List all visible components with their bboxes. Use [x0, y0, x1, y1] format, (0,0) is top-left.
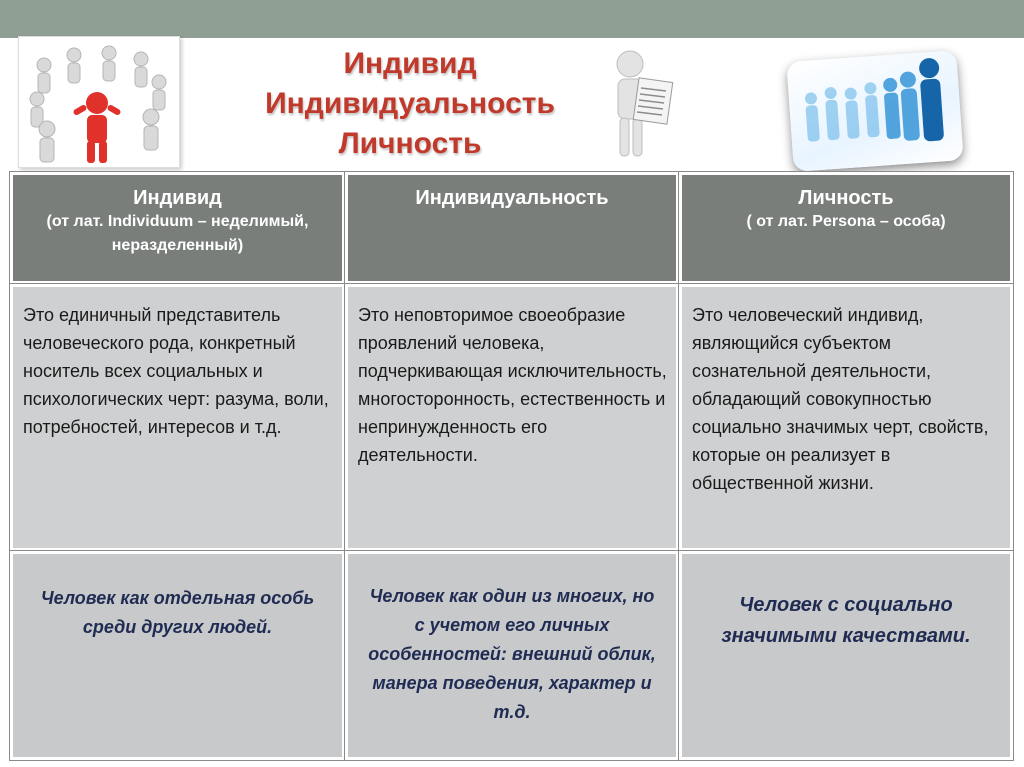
title-line-2: Индивидуальность	[265, 87, 555, 120]
header-lichnost	[679, 172, 1013, 284]
person-reading-newspaper-illustration	[600, 44, 680, 164]
header-title: Индивид	[133, 187, 222, 209]
header-individualnost	[345, 172, 679, 284]
slide-title	[220, 44, 600, 164]
people-circle-illustration	[18, 36, 180, 168]
summary-individualnost: Человек как один из многих, но с учетом его личных особенностей: внешний облик, манера поведения, характер и т.д.	[345, 551, 679, 760]
definition-individualnost: Это неповторимое своеобразие проявлений человека, подчеркивающая исключительность, многосторонность, естественность и непринужденность его деятельности.	[345, 284, 679, 551]
header-subtitle: (от лат. Individuum – неделимый, неразделенный)	[46, 213, 309, 254]
header-subtitle: ( от лат. Persona – особа)	[746, 213, 946, 230]
business-silhouettes-illustration	[786, 50, 963, 172]
header-title: Индивидуальность	[415, 187, 609, 209]
summary-individ: Человек как отдельная особь среди других людей.	[10, 551, 345, 760]
header-individ	[10, 172, 345, 284]
comparison-table	[10, 172, 1013, 760]
summary-lichnost: Человек с социально значимыми качествами.	[679, 551, 1013, 760]
header-title: Личность	[798, 187, 894, 209]
definition-lichnost: Это человеческий индивид, являющийся субъектом сознательной деятельности, обладающий совокупностью социально значимых черт, свойств, которые он реализует в общественной жизни.	[679, 284, 1013, 551]
top-bar	[0, 0, 1024, 38]
title-line-3: Личность	[338, 127, 482, 160]
title-line-1: Индивид	[343, 47, 477, 80]
definition-individ: Это единичный представитель человеческого рода, конкретный носитель всех социальных и психологических черт: разума, воли, потребностей, интересов и т.д.	[10, 284, 345, 551]
